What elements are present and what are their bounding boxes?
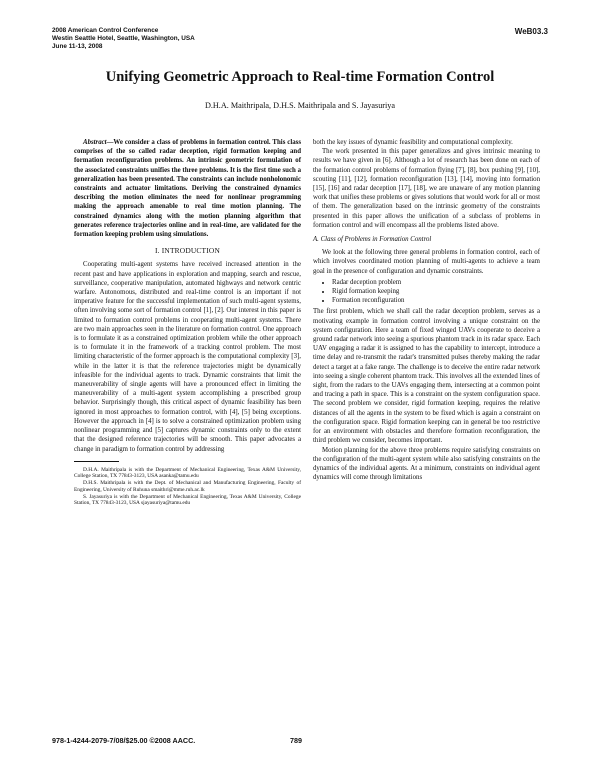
abstract <box>74 138 301 239</box>
footnote-divider <box>74 461 119 462</box>
abstract-text: We consider a class of problems in formation control. This class comprises of the so called radar deception, rigid formation keeping and formation reconfiguration problems. An intrinsic geometric formulation of the associated constraints unifies the three problems. It is the first time such a generalization has been presented. The constraints can include nonholonomic constraints and actuator limitations. Deriving the constrained dynamics describing the motion eliminates the need for nonlinear programming making the approach amenable to real time motion planning. The constrained dynamics along with the motion planning algorithm that generates reference trajectories online and in real-time, are validated for the formation keeping problem using simulations. <box>74 139 301 239</box>
paper-title: Unifying Geometric Approach to Real-time Formation Control <box>105 69 495 85</box>
footnote-author-2: D.H.S. Maithripala is with the Dept. of Mechanical and Manufacturing Engineering, Faculty of Engineering, University of Ruhuna smaithri@mme.ruh.ac.lk <box>74 480 301 493</box>
right-paragraph-radar-deception: The first problem, which we shall call the radar deception problem, serves as a motivating example in formation control involving a unique constraint on the system configuration. Here a team of fixed winged UAVs cooperate to deceive a ground radar network into seeing a spurious phantom track in its radar space. Each UAV engaging a radar it is assigned to has the capability to intercept, introduce a time delay and re-transmit the radar's transmitted pulses thereby making the radar detect a target at a fake range. The challenge is to deceive the entire radar network into seeing a single coherent phantom track. This involves all the extended lines of sight, from the radars to the UAVs engaging them, intersecting at a common point and tracing a path in space. This is a constraint on the system configuration space. The second problem we consider, rigid formation keeping, requires the relative distances of all the agents in the system to be fixed which is again a constraint on the configuration space. Rigid formation keeping can in general be too restrictive for an environment with obstacles and therefore formation reconfiguration, the third problem we consider, becomes important. <box>313 308 540 445</box>
conference-dates: June 11-13, 2008 <box>52 43 103 51</box>
right-paragraph-problems-intro: We look at the following three general problems in formation control, each of which involves coordinated motion planning of multi-agents to achieve a team goal in the presence of configuration and dynamic constraints. <box>313 249 540 275</box>
conference-header <box>52 27 195 52</box>
right-paragraph-continued: both the key issues of dynamic feasibility and computational complexity. <box>313 139 513 146</box>
footer-isbn: 978-1-4244-2079-7/08/$25.00 ©2008 AACC. <box>52 736 196 745</box>
conference-name: 2008 American Control Conference <box>52 27 159 34</box>
problem-list-item: • Formation reconfiguration <box>332 296 540 305</box>
right-column <box>313 138 540 482</box>
session-code: WeB03.3 <box>514 27 548 36</box>
footnote-author-1: D.H.A. Maithripala is with the Department of Mechanical Engineering, Texas A&M University, College Station, TX 77843-3123, USA asanka@tamu.edu <box>74 466 301 480</box>
right-paragraph-related-work: The work presented in this paper generalizes and gives intrinsic meaning to results we have given in [6]. Although a lot of research has been done on each of the formation control problems of formation flying [7], [8], box pushing [9], [10], scouting [11], [12], formation reconfiguration [13], [14], moving into formation [15], [16] and radar deception [17], [18], we are unaware of any motion planning work that unifies these problems or gives solutions that would work for all or most of them. The generalization based on the intrinsic geometry of the constraints presented in this paper allows the unification of a subclass of problems in formation control and will encompass all the problems listed above. <box>313 148 540 229</box>
intro-paragraph: Cooperating multi-agent systems have received increased attention in the recent past and have applications in exploration and mapping, search and rescue, surveillance, cooperative manipulation, automated highways and network centric warfare. Autonomous, distributed and real-time control is an important if not imperative feature for the successful implementation of such multi-agent systems, often involving some sort of formation control [1], [2]. Our interest in this paper is limited to formation control problems in cooperating multi-agent systems. There are two main approaches seen in the literature on formation control. One approach is to formulate it as a constrained optimization problem while the other approach is to formulate it in the framework of a tracking control problem. The most limiting characteristic of the former approach is the computational complexity [3], while in the latter it is that the reference trajectories might be dynamically infeasible for the individual agents to track. Dynamic constraints that limit the maneuverability of single agents will have a pronounced effect in limiting the maneuverability of a multi-agent system accomplishing a prescribed group behavior. Surprisingly though, this critical aspect of dynamic feasibility has been ignored in most approaches to formation control, with [4], [5] being exceptions. However the approach in [4] is to solve a constrained optimization problem using nonlinear programming and [5] captures dynamic constraints only to the extent that the designed reference trajectories will be smooth. This paper advocates a change in paradigm to formation control by addressing <box>74 261 301 453</box>
right-paragraph-motion-planning: Motion planning for the above three problems require satisfying constraints on the configuration of the multi-agent system while also satisfying constraints on the dynamics of the individual agents. At a minimum, constraints on individual agent dynamics will come through limitations <box>313 446 540 482</box>
problem-list-item: • Radar deception problem <box>332 278 540 287</box>
left-column <box>74 138 301 507</box>
paper-authors: D.H.A. Maithripala, D.H.S. Maithripala and S. Jayasuriya <box>204 101 396 110</box>
problem-list <box>313 278 540 306</box>
footnotes <box>74 467 301 507</box>
subsection-heading: A. Class of Problems in Formation Control <box>313 236 432 244</box>
abstract-lead: Abstract— <box>83 139 114 146</box>
conference-venue: Westin Seattle Hotel, Seattle, Washington, USA <box>52 35 195 43</box>
footnote-author-3: S. Jayasuriya is with the Department of Mechanical Engineering, Texas A&M University, College Station, TX 77843-3123, USA sjayasuriya@tamu.edu <box>74 493 301 507</box>
page-number: 789 <box>290 736 302 745</box>
problem-list-item: • Rigid formation keeping <box>332 287 540 296</box>
section-heading-introduction: I. INTRODUCTION <box>155 246 220 256</box>
